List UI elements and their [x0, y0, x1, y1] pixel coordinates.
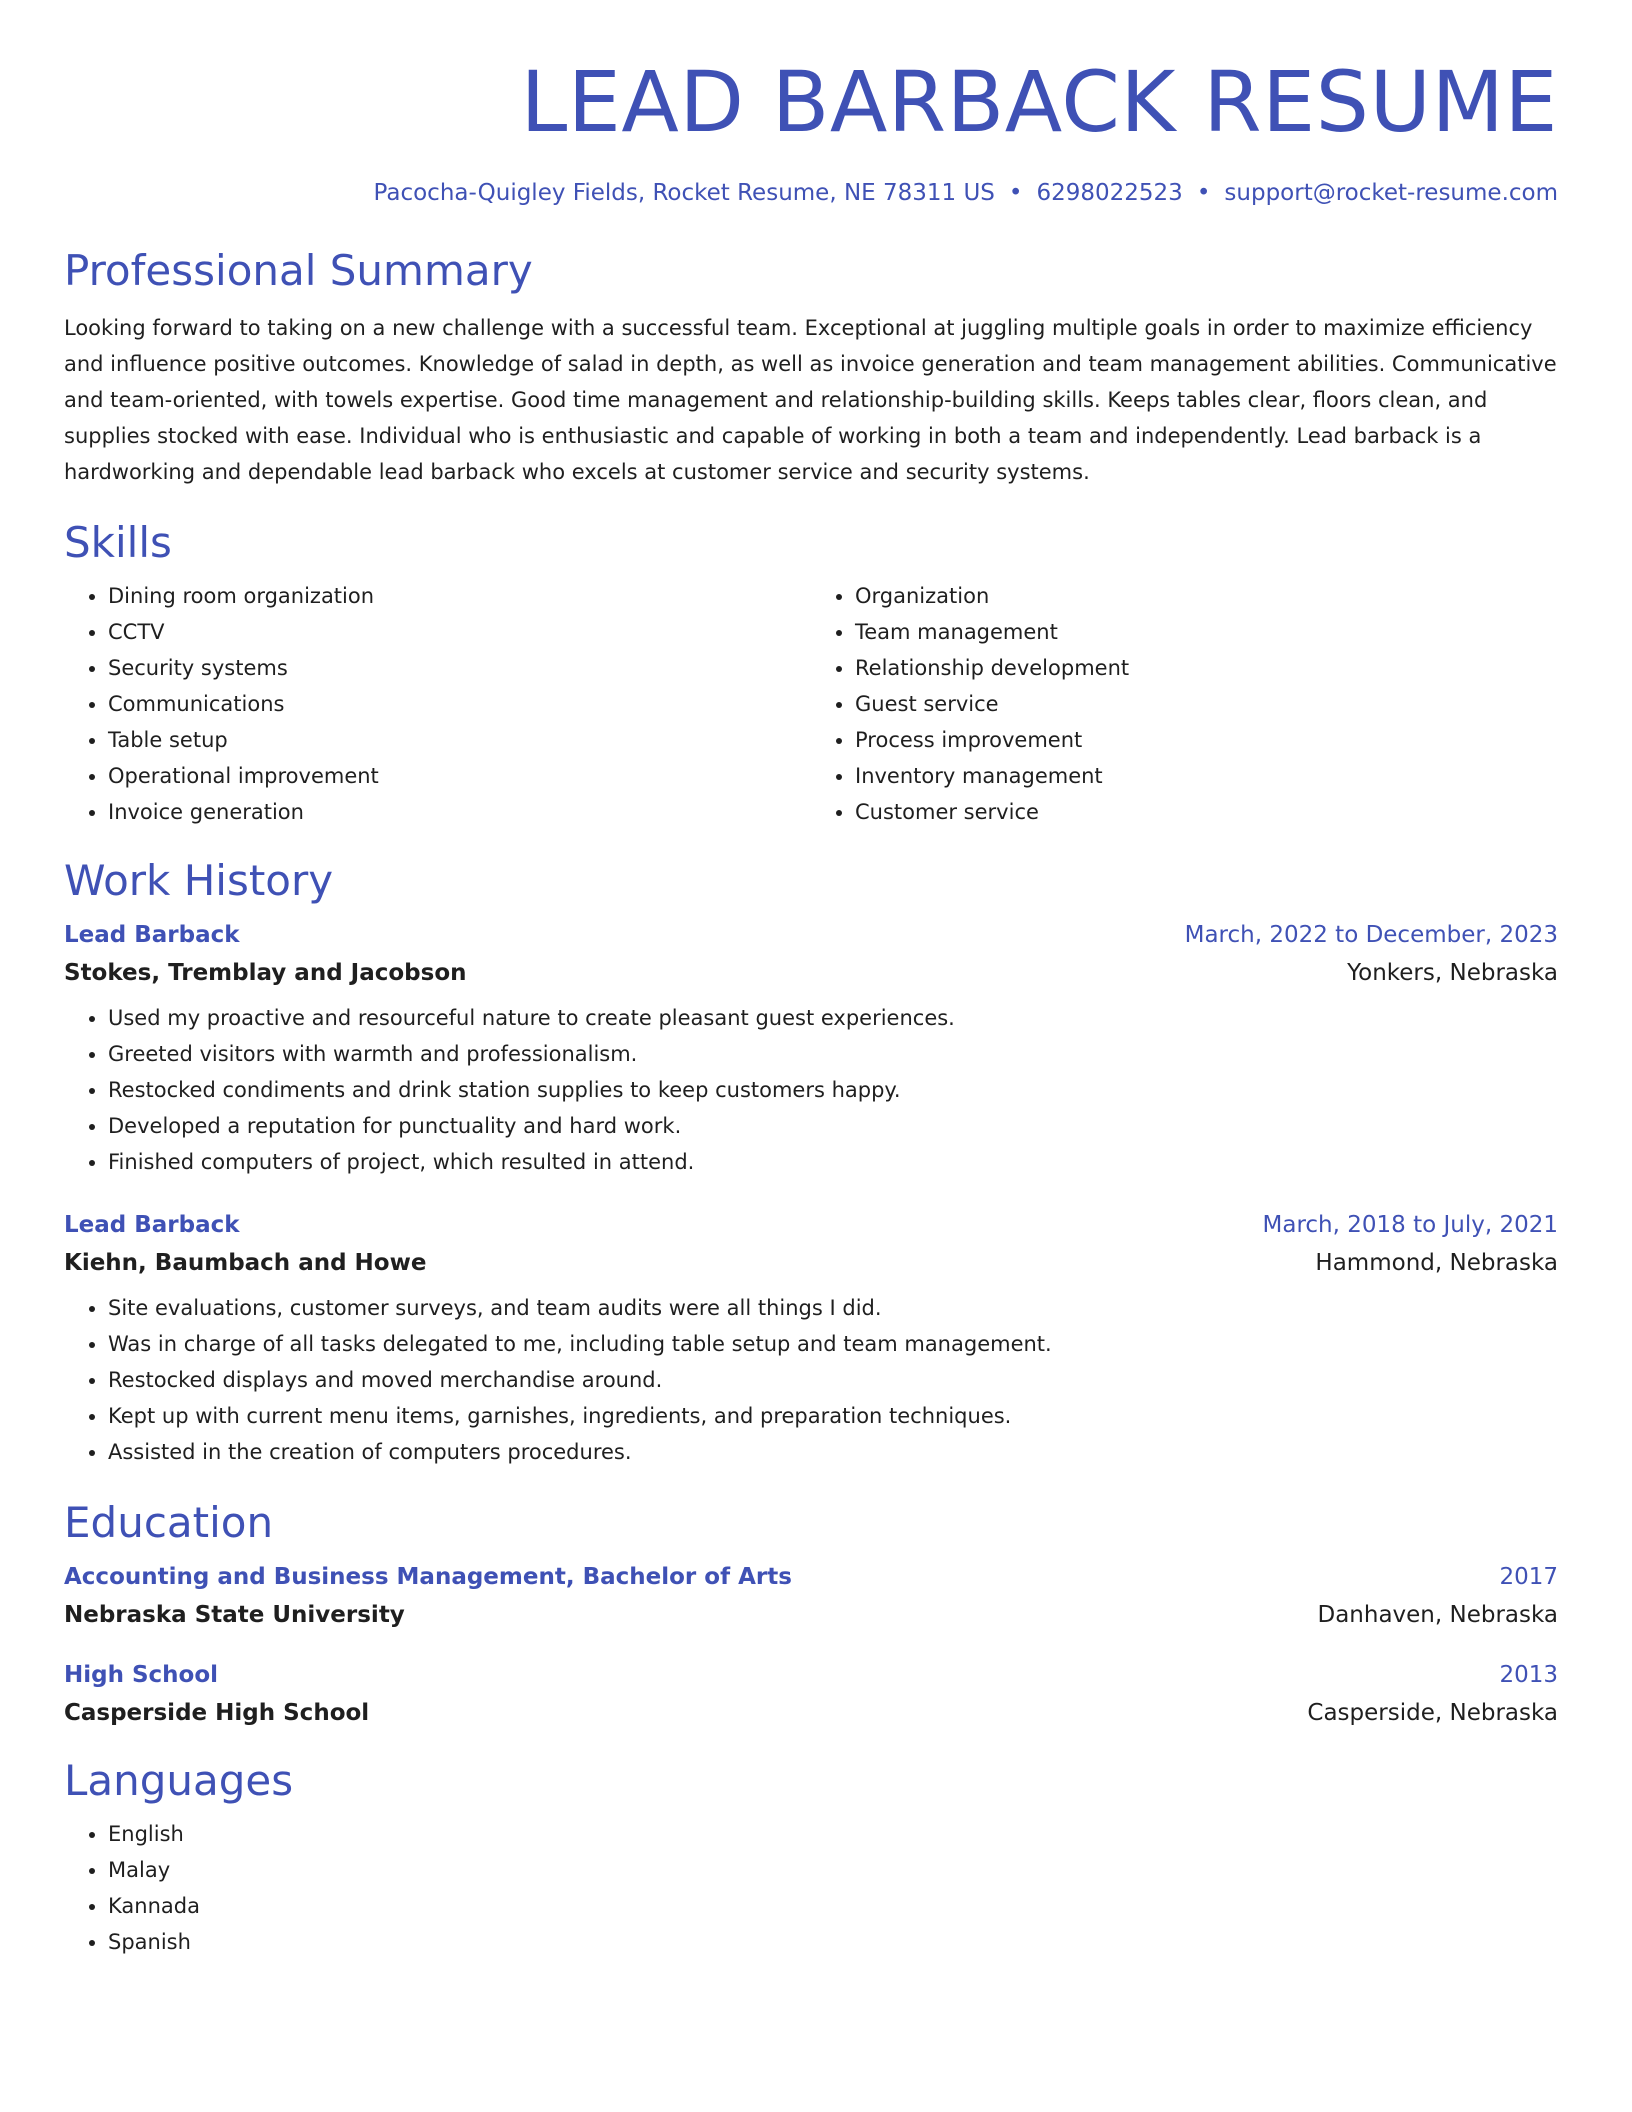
education-location: Casperside, Nebraska [1307, 1700, 1558, 1726]
job-location: Yonkers, Nebraska [1347, 960, 1558, 986]
skill-item: • Customer service [855, 794, 1558, 830]
education-degree: Accounting and Business Management, Bachelor of Arts [64, 1564, 792, 1590]
skill-item: • Organization [855, 578, 1558, 614]
skill-item: • Operational improvement [108, 758, 811, 794]
contact-address: Pacocha-Quigley Fields, Rocket Resume, NE 78311 US [373, 180, 995, 206]
resume-title: LEAD BARBACK RESUME [520, 53, 1558, 151]
contact-separator: • [1196, 180, 1211, 206]
education-school-row [64, 1600, 1558, 1630]
section-title-summary: Professional Summary [64, 246, 533, 295]
skills-list-right [811, 578, 1558, 830]
job-dates: March, 2022 to December, 2023 [1184, 922, 1558, 948]
job-company-row [64, 958, 1558, 988]
education-school-row [64, 1698, 1558, 1728]
job-bullet: • Assisted in the creation of computers procedures. [108, 1434, 1558, 1470]
job-dates: March, 2018 to July, 2021 [1262, 1212, 1558, 1238]
section-title-work-history: Work History [64, 856, 334, 905]
skills-list-left [64, 578, 811, 830]
job-bullets [64, 1290, 1558, 1470]
skill-item: • Relationship development [855, 650, 1558, 686]
job-bullet: • Kept up with current menu items, garnishes, ingredients, and preparation techniques. [108, 1398, 1558, 1434]
skill-item: • Communications [108, 686, 811, 722]
education-entry [64, 1562, 1558, 1630]
section-title-education: Education [64, 1498, 274, 1547]
education-location: Danhaven, Nebraska [1317, 1602, 1558, 1628]
job-title: Lead Barback [64, 1212, 240, 1238]
skill-item: • Process improvement [855, 722, 1558, 758]
job-header-row [64, 920, 1558, 950]
section-title-languages: Languages [64, 1756, 294, 1805]
job-bullet: • Was in charge of all tasks delegated to me, including table setup and team management. [108, 1326, 1558, 1362]
job-bullet: • Site evaluations, customer surveys, and team audits were all things I did. [108, 1290, 1558, 1326]
skill-item: • Dining room organization [108, 578, 811, 614]
contact-line [64, 178, 1558, 208]
skills-grid [64, 578, 1558, 830]
job-bullet: • Used my proactive and resourceful nature to create pleasant guest experiences. [108, 1000, 1558, 1036]
education-school: Nebraska State University [64, 1602, 405, 1628]
skill-item: • Table setup [108, 722, 811, 758]
languages-list [64, 1816, 1558, 1960]
job-company: Kiehn, Baumbach and Howe [64, 1250, 427, 1276]
contact-phone: 6298022523 [1036, 180, 1183, 206]
job-company: Stokes, Tremblay and Jacobson [64, 960, 467, 986]
job-title: Lead Barback [64, 922, 240, 948]
language-item: • Malay [108, 1852, 1558, 1888]
job-location: Hammond, Nebraska [1315, 1250, 1558, 1276]
job-bullet: • Greeted visitors with warmth and professionalism. [108, 1036, 1558, 1072]
job-entry [64, 920, 1558, 1180]
education-header-row [64, 1660, 1558, 1690]
skill-item: • Security systems [108, 650, 811, 686]
job-entry [64, 1210, 1558, 1470]
language-item: • English [108, 1816, 1558, 1852]
job-bullet: • Restocked condiments and drink station supplies to keep customers happy. [108, 1072, 1558, 1108]
education-year: 2017 [1499, 1564, 1558, 1590]
skill-item: • Invoice generation [108, 794, 811, 830]
education-school: Casperside High School [64, 1700, 370, 1726]
job-bullets [64, 1000, 1558, 1180]
summary-text: Looking forward to taking on a new challenge with a successful team. Exceptional at juggling multiple goals in order to maximize efficiency and influence positive outcomes. Knowledge of salad in depth, as well as invoice generation and team management abilities. Communicative and team-oriented, with towels expertise. Good time management and relationship-building skills. Keeps tables clear, floors clean, and supplies stocked with ease. Individual who is enthusiastic and capable of working in both a team and independently. Lead barback is a hardworking and dependable lead barback who excels at customer service and security systems. [64, 316, 1557, 484]
skill-item: • Team management [855, 614, 1558, 650]
skill-item: • CCTV [108, 614, 811, 650]
language-item: • Kannada [108, 1888, 1558, 1924]
skill-item: • Guest service [855, 686, 1558, 722]
education-entry [64, 1660, 1558, 1728]
education-degree: High School [64, 1662, 219, 1688]
resume-page [64, 52, 1558, 1960]
job-header-row [64, 1210, 1558, 1240]
language-item: • Spanish [108, 1924, 1558, 1960]
education-year: 2013 [1499, 1662, 1558, 1688]
job-bullet: • Restocked displays and moved merchandise around. [108, 1362, 1558, 1398]
job-company-row [64, 1248, 1558, 1278]
education-header-row [64, 1562, 1558, 1592]
job-bullet: • Finished computers of project, which resulted in attend. [108, 1144, 1558, 1180]
job-bullet: • Developed a reputation for punctuality and hard work. [108, 1108, 1558, 1144]
section-title-skills: Skills [64, 518, 172, 567]
contact-email: support@rocket-resume.com [1224, 180, 1558, 206]
contact-separator: • [1008, 180, 1023, 206]
skill-item: • Inventory management [855, 758, 1558, 794]
